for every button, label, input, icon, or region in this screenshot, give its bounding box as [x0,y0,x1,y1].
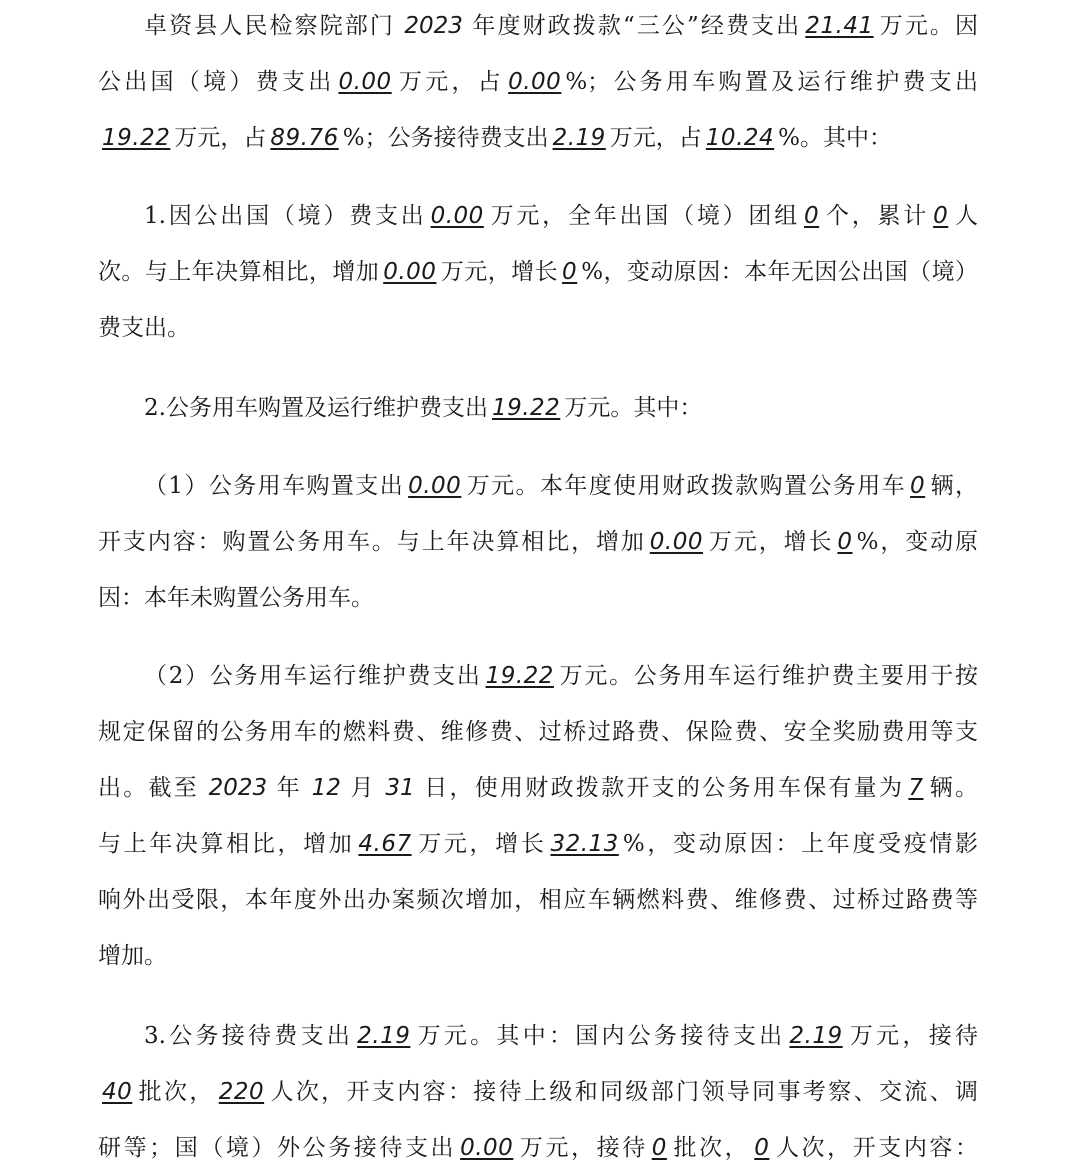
text-line: 研等；国（境）外公务接待支出 0.00 万元，接待 0 批次， 0 人次，开支内容： [98,1135,978,1161]
text-line: 开支内容：购置公务用车。与上年决算相比，增加 0.00 万元，增长 0 %，变动原 [98,529,979,555]
text-line: 1.因公出国（境）费支出 0.00 万元，全年出国（境）团组 0 个，累计 0 人 [144,203,979,229]
text-line: （1）公务用车购置支出 0.00 万元。本年度使用财政拨款购置公务用车 0 辆， [144,473,978,499]
value-total: 21.41 [805,13,874,39]
text-line: 公出国（境）费支出 0.00 万元，占 0.00 %；公务用车购置及运行维护费支出 [98,69,979,95]
text-line: 3.公务接待费支出 2.19 万元。其中：国内公务接待支出 2.19 万元，接待 [144,1023,978,1049]
paragraph-vehicles-heading [98,380,978,436]
text-line: 19.22 万元，占 89.76 %；公务接待费支出 2.19 万元，占 10.24 %。其中： [102,125,893,151]
paragraph-summary [98,0,978,166]
paragraph-vehicle-maintenance [98,648,978,984]
paragraph-overseas-travel [98,188,978,356]
text-line: 响外出受限，本年度外出办案频次增加，相应车辆燃料费、维修费、过桥过路费等 [98,887,978,913]
text-line: 规定保留的公务用车的燃料费、维修费、过桥过路费、保险费、安全奖励费用等支 [98,719,978,745]
text-line: 出。截至 2023 年 12 月 31 日，使用财政拨款开支的公务用车保有量为 7 辆。 [98,775,979,801]
text-line: （2）公务用车运行维护费支出 19.22 万元。公务用车运行维护费主要用于按 [144,663,979,689]
text-line: 40 批次， 220 人次，开支内容：接待上级和同级部门领导同事考察、交流、调 [102,1079,979,1105]
text-line: 2.公务用车购置及运行维护费支出 19.22 万元。其中： [144,395,703,421]
text-line: 费支出。 [98,315,190,341]
paragraph-reception [98,1008,978,1176]
text-line: 与上年决算相比，增加 4.67 万元，增长 32.13 %，变动原因：上年度受疫情影 [98,831,979,857]
paragraph-vehicle-purchase [98,458,978,626]
text-line: 次。与上年决算相比，增加 0.00 万元，增长 0 %，变动原因：本年无因公出国（境） [98,259,978,285]
text-line: 因：本年未购置公务用车。 [98,585,374,611]
text-line: 增加。 [98,943,167,969]
text-line: 卓资县人民检察院部门 2023 年度财政拨款“三公”经费支出 21.41 万元。因 [98,0,978,54]
